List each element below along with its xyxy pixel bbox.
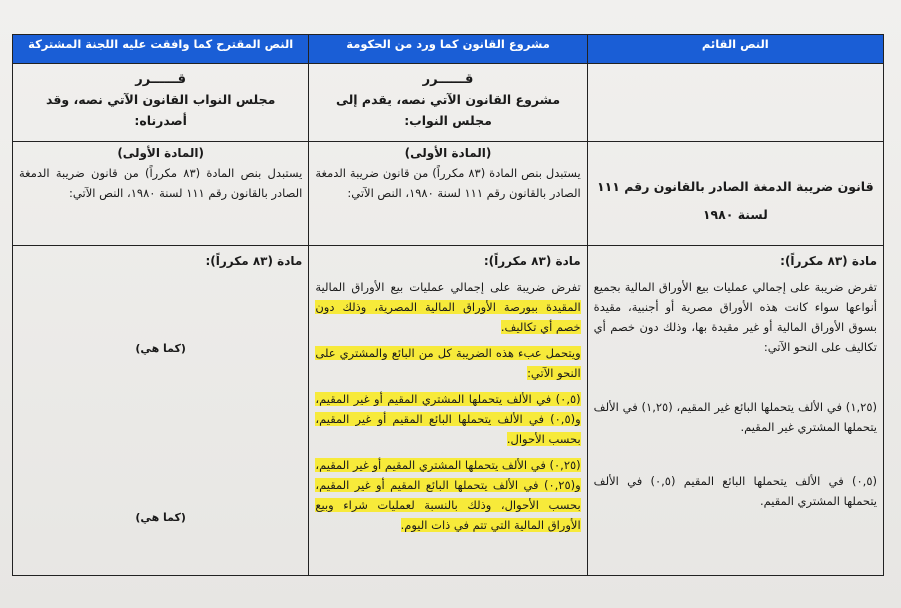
- current-decree-cell: [587, 64, 883, 142]
- government-article-83-p2: [315, 343, 580, 383]
- comparison-table: [12, 34, 884, 576]
- government-p1-plain: تفرض ضريبة على إجمالي عمليات بيع الأوراق المالية: [315, 280, 581, 294]
- header-committee-proposal: النص المقترح كما وافقت عليه اللجنة المشتركة: [13, 35, 309, 64]
- government-p3-highlight: (٠,٥) في الألف يتحملها المشتري المقيم أو غير المقيم، و(٠,٥) في الألف يتحملها البائع المقيم أو غير المقيم، بحسب الأحوال.: [315, 392, 581, 446]
- government-p4-highlight: (٠,٢٥) في الألف يتحملها المشتري المقيم أو غير المقيم، و(٠,٢٥) في الألف يتحملها البائع المقيم أو غير المقيم، بحسب الأحوال، وذلك بالنسبة لعمليات شراء وبيع الأوراق المالية التي تتم في ذات اليوم.: [315, 458, 581, 532]
- header-current-text: النص القائم: [587, 35, 883, 64]
- government-article-one-cell: [309, 142, 587, 246]
- committee-article-one-text: يستبدل بنص المادة (٨٣ مكرراً) من قانون ضريبة الدمغة الصادر بالقانون رقم ١١١ لسنة ١٩٨٠، النص الآتي:: [19, 166, 303, 200]
- government-decree-body: مشروع القانون الآتي نصه، يقدم إلى مجلس النواب:: [335, 92, 561, 128]
- current-article-83-p2: (١,٢٥) في الألف يتحملها البائع غير المقيم، (١,٢٥) في الألف يتحملها المشتري غير المقيم.: [593, 400, 877, 434]
- committee-article-83-cell: [13, 246, 309, 576]
- committee-article-83-title: مادة (٨٣ مكرراً):: [205, 254, 303, 268]
- current-article-83-p1: تفرض ضريبة على إجمالي عمليات بيع الأوراق المالية بجميع أنواعها سواء كانت هذه الأوراق مصرية أو أجنبية، مقيدة بسوق الأوراق المالية أو غير مقيدة بها، وذلك دون خصم أي تكاليف على النحو الآتي:: [593, 280, 877, 354]
- current-law-title-cell: [587, 142, 883, 246]
- government-p2-highlight: ويتحمل عبء هذه الضريبة كل من البائع والمشتري على النحو الآتي:: [315, 346, 581, 380]
- committee-article-one-cell: [13, 142, 309, 246]
- committee-decree-title: قــــــرر: [135, 72, 187, 87]
- committee-as-is-2: (كما هي): [135, 511, 186, 524]
- committee-article-one-title: (المادة الأولى): [117, 146, 205, 160]
- government-article-83-p1: [315, 277, 580, 337]
- current-article-83-cell: [587, 246, 883, 576]
- header-government-draft: مشروع القانون كما ورد من الحكومة: [309, 35, 587, 64]
- committee-as-is-1: (كما هي): [135, 342, 186, 355]
- decree-row: [13, 64, 884, 142]
- government-p1-highlight: المقيدة ببورصة الأوراق المالية المصرية، وذلك دون خصم أي تكاليف.: [315, 300, 581, 334]
- current-article-83-title: مادة (٨٣ مكرراً):: [780, 254, 877, 268]
- committee-decree-body: مجلس النواب القانون الآتي نصه، وقد أصدرناه:: [46, 92, 276, 128]
- committee-decree-cell: [13, 64, 309, 142]
- government-decree-title: قــــــرر: [422, 72, 474, 87]
- header-row: [13, 35, 884, 64]
- government-decree-cell: [309, 64, 587, 142]
- article-one-row: [13, 142, 884, 246]
- article-83-row: [13, 246, 884, 576]
- government-article-one-text: يستبدل بنص المادة (٨٣ مكرراً) من قانون ضريبة الدمغة الصادر بالقانون رقم ١١١ لسنة ١٩٨٠، النص الآتي:: [315, 166, 581, 200]
- current-article-83-p3: (٠,٥) في الألف يتحملها البائع المقيم (٠,٥) في الألف يتحملها المشتري المقيم.: [593, 474, 877, 508]
- government-article-one-title: (المادة الأولى): [404, 146, 492, 160]
- current-law-title: قانون ضريبة الدمغة الصادر بالقانون رقم ١١١ لسنة ١٩٨٠: [597, 178, 874, 222]
- government-article-83-cell: [309, 246, 587, 576]
- government-article-83-p3: [315, 389, 580, 449]
- government-article-83-p4: [315, 455, 580, 535]
- government-article-83-title: مادة (٨٣ مكرراً):: [483, 254, 581, 268]
